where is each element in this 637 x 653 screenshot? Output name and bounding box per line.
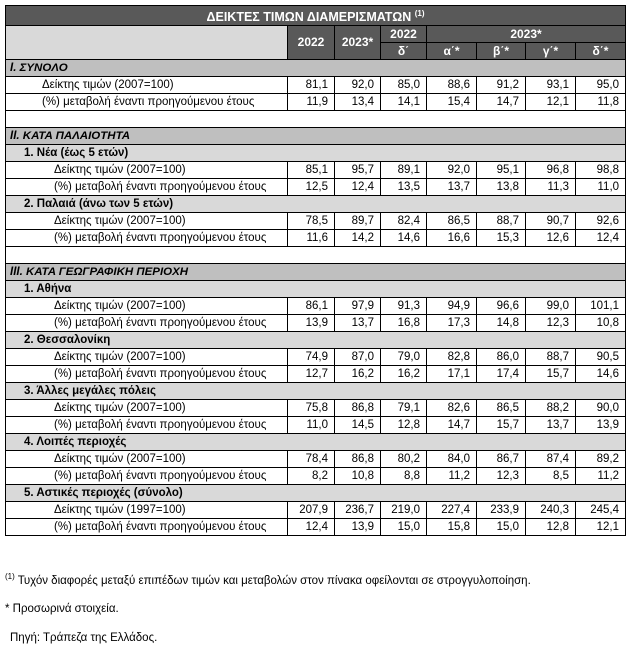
- header-quarter-2022: 2022: [381, 26, 427, 43]
- row-value: 15,0: [381, 519, 427, 536]
- row-value: 15,7: [526, 366, 576, 383]
- row-value: 12,8: [526, 519, 576, 536]
- row-value: 14,5: [335, 417, 381, 434]
- group-header-row: [6, 485, 626, 502]
- group-header-row: [6, 145, 626, 162]
- row-label: Δείκτης τιμών (2007=100): [6, 349, 288, 366]
- table-row: [6, 298, 626, 315]
- row-value: 92,6: [576, 213, 626, 230]
- table-row: [6, 315, 626, 332]
- row-value: 85,1: [288, 162, 335, 179]
- row-value: 8,5: [526, 468, 576, 485]
- header-q2-2023: β΄*: [477, 43, 526, 60]
- row-value: 227,4: [427, 502, 477, 519]
- header-q4-2023: δ΄*: [576, 43, 626, 60]
- table-row: [6, 366, 626, 383]
- row-value: 11,9: [288, 94, 335, 111]
- section-header-row: [6, 264, 626, 281]
- row-value: 96,6: [477, 298, 526, 315]
- row-value: 13,7: [526, 417, 576, 434]
- spacer-cell: [6, 111, 626, 128]
- row-label: (%) μεταβολή έναντι προηγούμενου έτους: [6, 468, 288, 485]
- row-label: Δείκτης τιμών (2007=100): [6, 77, 288, 94]
- section-header-row: [6, 128, 626, 145]
- row-value: 12,6: [526, 230, 576, 247]
- row-value: 14,8: [477, 315, 526, 332]
- group-header-row: [6, 383, 626, 400]
- row-value: 95,7: [335, 162, 381, 179]
- header-q1-2023: α΄*: [427, 43, 477, 60]
- row-value: 89,7: [335, 213, 381, 230]
- row-value: 16,6: [427, 230, 477, 247]
- row-value: 88,7: [526, 349, 576, 366]
- group-header-row: [6, 434, 626, 451]
- row-value: 15,3: [477, 230, 526, 247]
- row-value: 89,2: [576, 451, 626, 468]
- row-label: Δείκτης τιμών (1997=100): [6, 502, 288, 519]
- row-value: 98,8: [576, 162, 626, 179]
- row-value: 86,7: [477, 451, 526, 468]
- row-value: 92,0: [427, 162, 477, 179]
- row-value: 82,4: [381, 213, 427, 230]
- row-value: 15,4: [427, 94, 477, 111]
- row-value: 101,1: [576, 298, 626, 315]
- row-value: 90,0: [576, 400, 626, 417]
- row-label: (%) μεταβολή έναντι προηγούμενου έτους: [6, 179, 288, 196]
- row-value: 11,2: [427, 468, 477, 485]
- row-value: 10,8: [576, 315, 626, 332]
- row-value: 13,7: [335, 315, 381, 332]
- row-value: 236,7: [335, 502, 381, 519]
- row-label: Δείκτης τιμών (2007=100): [6, 213, 288, 230]
- table-row: [6, 179, 626, 196]
- row-label: Δείκτης τιμών (2007=100): [6, 298, 288, 315]
- table-title: ΔΕΙΚΤΕΣ ΤΙΜΩΝ ΔΙΑΜΕΡΙΣΜΑΤΩΝ $^{(1)}$: [6, 6, 626, 26]
- row-value: 86,5: [477, 400, 526, 417]
- table-row: [6, 94, 626, 111]
- group-title: 5. Αστικές περιοχές (σύνολο): [6, 485, 626, 502]
- row-value: 17,3: [427, 315, 477, 332]
- group-title: 1. Νέα (έως 5 ετών): [6, 145, 626, 162]
- row-value: 11,0: [576, 179, 626, 196]
- row-value: 12,7: [288, 366, 335, 383]
- row-value: 8,8: [381, 468, 427, 485]
- row-value: 74,9: [288, 349, 335, 366]
- row-value: 14,6: [576, 366, 626, 383]
- row-label: Δείκτης τιμών (2007=100): [6, 451, 288, 468]
- group-title: 2. Παλαιά (άνω των 5 ετών): [6, 196, 626, 213]
- table-row: [6, 213, 626, 230]
- row-value: 86,5: [427, 213, 477, 230]
- row-value: 79,1: [381, 400, 427, 417]
- table-row: [6, 400, 626, 417]
- row-value: 85,0: [381, 77, 427, 94]
- row-value: 11,3: [526, 179, 576, 196]
- price-index-table: [5, 5, 626, 536]
- row-value: 12,3: [526, 315, 576, 332]
- table-row: [6, 349, 626, 366]
- table-row: [6, 519, 626, 536]
- table-row: [6, 230, 626, 247]
- row-value: 17,1: [427, 366, 477, 383]
- row-value: 12,4: [576, 230, 626, 247]
- row-value: 90,5: [576, 349, 626, 366]
- spacer-row: [6, 247, 626, 264]
- row-value: 12,5: [288, 179, 335, 196]
- row-value: 81,1: [288, 77, 335, 94]
- row-value: 97,9: [335, 298, 381, 315]
- table-row: [6, 451, 626, 468]
- row-label: (%) μεταβολή έναντι προηγούμενου έτους: [6, 366, 288, 383]
- row-label: (%) μεταβολή έναντι προηγούμενου έτους: [6, 417, 288, 434]
- row-value: 95,0: [576, 77, 626, 94]
- group-header-row: [6, 281, 626, 298]
- spacer-cell: [6, 247, 626, 264]
- row-value: 82,6: [427, 400, 477, 417]
- row-value: 80,2: [381, 451, 427, 468]
- group-title: 1. Αθήνα: [6, 281, 626, 298]
- group-title: 2. Θεσσαλονίκη: [6, 332, 626, 349]
- row-label: (%) μεταβολή έναντι προηγούμενου έτους: [6, 230, 288, 247]
- row-value: 13,9: [288, 315, 335, 332]
- row-value: 16,2: [381, 366, 427, 383]
- footnote-rounding: $^{(1)}$ Τυχόν διαφορές μεταξύ επιπέδων τιμών και μεταβολών στον πίνακα οφείλονται σε στρογγυλοποίηση.: [5, 572, 531, 587]
- row-value: 86,8: [335, 451, 381, 468]
- row-value: 90,7: [526, 213, 576, 230]
- row-value: 86,8: [335, 400, 381, 417]
- row-value: 14,7: [427, 417, 477, 434]
- row-value: 13,7: [427, 179, 477, 196]
- row-value: 13,4: [335, 94, 381, 111]
- row-value: 11,6: [288, 230, 335, 247]
- group-title: 4. Λοιπές περιοχές: [6, 434, 626, 451]
- row-value: 75,8: [288, 400, 335, 417]
- table-row: [6, 162, 626, 179]
- header-row-1: [6, 26, 626, 43]
- table-row: [6, 417, 626, 434]
- header-year-2022: 2022: [288, 26, 335, 60]
- row-value: 16,2: [335, 366, 381, 383]
- row-value: 92,0: [335, 77, 381, 94]
- row-value: 12,3: [477, 468, 526, 485]
- row-value: 88,6: [427, 77, 477, 94]
- row-value: 13,9: [576, 417, 626, 434]
- spacer-row: [6, 111, 626, 128]
- row-value: 86,0: [477, 349, 526, 366]
- row-value: 14,6: [381, 230, 427, 247]
- row-value: 11,0: [288, 417, 335, 434]
- row-value: 14,1: [381, 94, 427, 111]
- row-value: 11,8: [576, 94, 626, 111]
- table-title-row: [6, 6, 626, 26]
- row-value: 86,1: [288, 298, 335, 315]
- row-label: Δείκτης τιμών (2007=100): [6, 162, 288, 179]
- row-value: 8,2: [288, 468, 335, 485]
- row-value: 99,0: [526, 298, 576, 315]
- row-value: 82,8: [427, 349, 477, 366]
- row-value: 13,9: [335, 519, 381, 536]
- row-value: 14,2: [335, 230, 381, 247]
- row-value: 91,2: [477, 77, 526, 94]
- footnote-provisional: * Προσωρινά στοιχεία.: [5, 603, 119, 615]
- row-value: 88,7: [477, 213, 526, 230]
- header-q3-2023: γ΄*: [526, 43, 576, 60]
- footnote-source: Πηγή: Τράπεζα της Ελλάδος.: [10, 632, 158, 644]
- row-label: (%) μεταβολή έναντι προηγούμενου έτους: [6, 94, 288, 111]
- row-value: 10,8: [335, 468, 381, 485]
- row-value: 94,9: [427, 298, 477, 315]
- row-value: 91,3: [381, 298, 427, 315]
- section-title: I. ΣΥΝΟΛΟ: [6, 60, 626, 77]
- row-value: 12,4: [335, 179, 381, 196]
- row-value: 15,8: [427, 519, 477, 536]
- row-value: 12,4: [288, 519, 335, 536]
- row-value: 13,8: [477, 179, 526, 196]
- row-value: 96,8: [526, 162, 576, 179]
- group-header-row: [6, 332, 626, 349]
- row-value: 219,0: [381, 502, 427, 519]
- row-value: 11,2: [576, 468, 626, 485]
- table-row: [6, 77, 626, 94]
- header-quarter-2023: 2023*: [427, 26, 626, 43]
- row-value: 233,9: [477, 502, 526, 519]
- row-value: 13,5: [381, 179, 427, 196]
- group-header-row: [6, 196, 626, 213]
- row-value: 89,1: [381, 162, 427, 179]
- header-year-2023: 2023*: [335, 26, 381, 60]
- header-blank: [6, 26, 288, 60]
- row-value: 95,1: [477, 162, 526, 179]
- row-value: 15,7: [477, 417, 526, 434]
- row-value: 93,1: [526, 77, 576, 94]
- table-row: [6, 502, 626, 519]
- row-value: 16,8: [381, 315, 427, 332]
- row-value: 88,2: [526, 400, 576, 417]
- row-value: 87,4: [526, 451, 576, 468]
- row-value: 79,0: [381, 349, 427, 366]
- group-title: 3. Άλλες μεγάλες πόλεις: [6, 383, 626, 400]
- row-label: (%) μεταβολή έναντι προηγούμενου έτους: [6, 315, 288, 332]
- row-value: 245,4: [576, 502, 626, 519]
- row-value: 84,0: [427, 451, 477, 468]
- row-value: 207,9: [288, 502, 335, 519]
- row-label: Δείκτης τιμών (2007=100): [6, 400, 288, 417]
- row-value: 14,7: [477, 94, 526, 111]
- table-row: [6, 468, 626, 485]
- section-title: II. ΚΑΤΑ ΠΑΛΑΙΟΤΗΤΑ: [6, 128, 626, 145]
- row-value: 12,1: [576, 519, 626, 536]
- row-value: 12,8: [381, 417, 427, 434]
- row-value: 15,0: [477, 519, 526, 536]
- section-header-row: [6, 60, 626, 77]
- row-value: 17,4: [477, 366, 526, 383]
- header-q4-2022: δ΄: [381, 43, 427, 60]
- row-value: 78,4: [288, 451, 335, 468]
- row-label: (%) μεταβολή έναντι προηγούμενου έτους: [6, 519, 288, 536]
- row-value: 78,5: [288, 213, 335, 230]
- row-value: 12,1: [526, 94, 576, 111]
- row-value: 240,3: [526, 502, 576, 519]
- section-title: III. ΚΑΤΑ ΓΕΩΓΡΑΦΙΚΗ ΠΕΡΙΟΧΗ: [6, 264, 626, 281]
- row-value: 87,0: [335, 349, 381, 366]
